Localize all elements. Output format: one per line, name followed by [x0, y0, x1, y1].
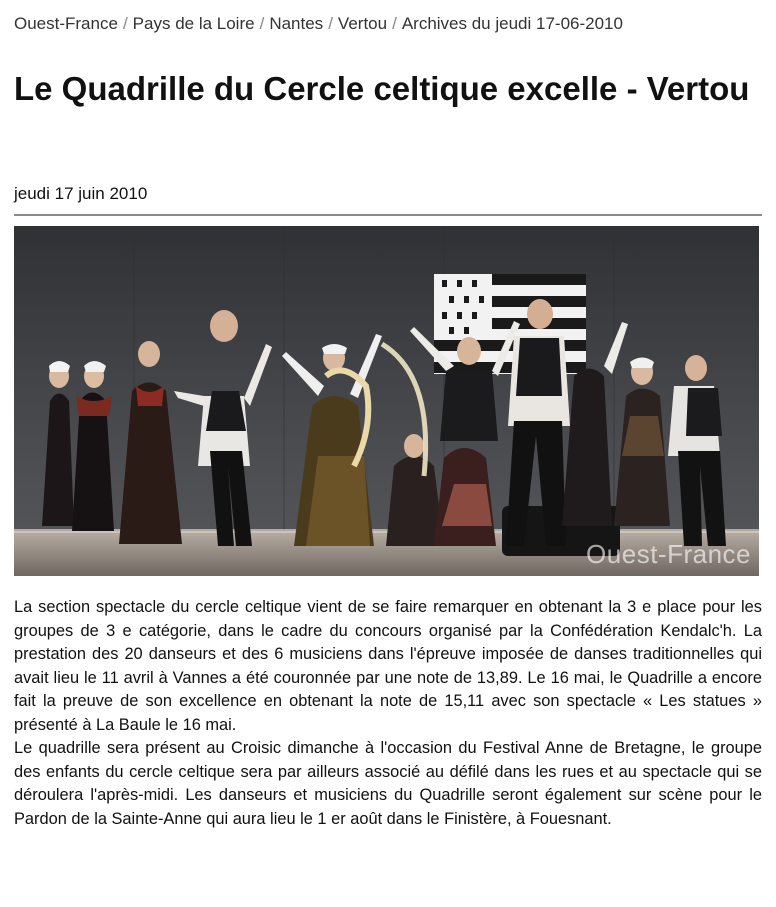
breadcrumb-separator: /	[259, 14, 265, 33]
breadcrumb-link-archives[interactable]: Archives du jeudi 17-06-2010	[401, 14, 623, 33]
breadcrumb-separator: /	[392, 14, 397, 33]
breadcrumb-link-vertou[interactable]: Vertou	[337, 14, 388, 33]
breadcrumb-link-nantes[interactable]: Nantes	[269, 14, 324, 33]
title-divider	[14, 214, 762, 216]
article-title: Le Quadrille du Cercle celtique excelle - Vertou	[14, 70, 750, 107]
breadcrumb	[14, 14, 623, 34]
breadcrumb-separator: /	[122, 14, 128, 33]
article-paragraph: La section spectacle du cercle celtique vient de se faire remarquer en obtenant la 3 e place pour les groupes de 3 e catégorie, dans le cadre du concours organisé par la Confédération Kendalc'h. La prestation des 20 danseurs et des 6 musiciens dans l'épreuve imposée de danses traditionnelles qui avait lieu le 11 avril à Vannes a été couronnée par une note de 13,89. Le 16 mai, le Quadrille a encore fait la preuve de son excellence en obtenant la note de 15,11 avec son spectacle « Les statues » présenté à La Baule le 16 mai.	[14, 598, 762, 734]
article-date: jeudi 17 juin 2010	[14, 184, 148, 203]
dance-stage-illustration	[14, 226, 759, 576]
article-body	[14, 596, 762, 831]
article-paragraph: Le quadrille sera présent au Croisic dimanche à l'occasion du Festival Anne de Bretagne, le groupe des enfants du cercle celtique sera par ailleurs associé au défilé dans les rues et au spectacle qui se déroulera l'après-midi. Les danseurs et musiciens du Quadrille seront également sur scène pour le Pardon de la Sainte-Anne qui aura lieu le 1 er août dans le Finistère, à Fouesnant.	[14, 739, 762, 828]
breadcrumb-link-pays-de-la-loire[interactable]: Pays de la Loire	[132, 14, 255, 33]
article-photo	[14, 226, 759, 576]
photo-watermark: Ouest-France	[586, 539, 751, 569]
breadcrumb-link-ouest-france[interactable]: Ouest-France	[14, 14, 118, 33]
breadcrumb-separator: /	[328, 14, 333, 33]
